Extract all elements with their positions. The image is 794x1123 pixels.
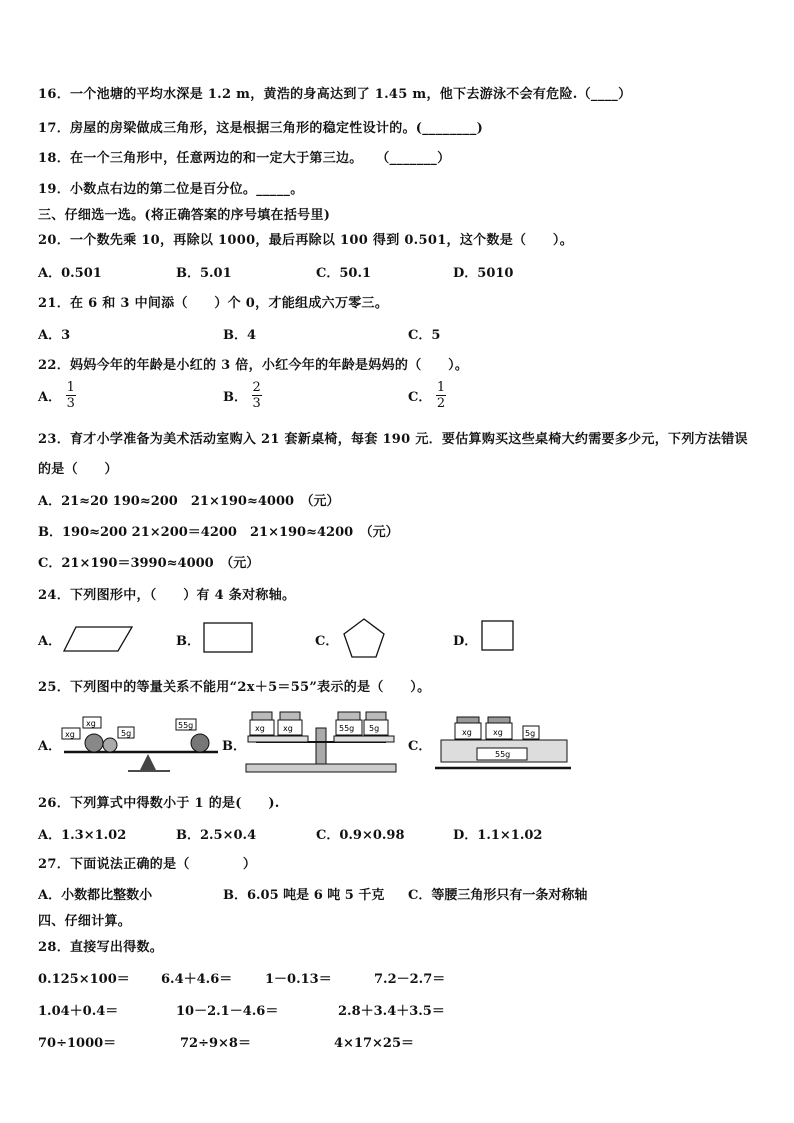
fraction-denominator: 3: [252, 396, 261, 411]
q24-option-d-label: D．: [453, 634, 478, 649]
calc-item: 6.4＋4.6＝: [161, 972, 233, 987]
calc-item: 4×17×25＝: [334, 1036, 415, 1051]
question-20-stem: 20．一个数先乘 10，再除以 1000，最后再除以 100 得到 0.501，这个数是（ ）。: [38, 233, 574, 248]
fraction-denominator: 2: [436, 396, 446, 411]
q27-option-a: A．小数都比整数小: [38, 888, 153, 903]
calc-item: 1－0.13＝: [265, 972, 332, 987]
weight-label: xg: [462, 728, 472, 737]
question-18: 18．在一个三角形中，任意两边的和一定大于第三边。 （_______）: [38, 151, 451, 166]
weight-label: xg: [493, 728, 503, 737]
weight-label: xg: [283, 724, 293, 733]
scale-reading-label: 55g: [495, 750, 511, 759]
q22-option-a-label: A．: [38, 390, 62, 405]
pentagon-figure: [341, 617, 387, 663]
weight-label: 5g: [525, 729, 536, 738]
calc-item: 1.04＋0.4＝: [38, 1004, 119, 1019]
q26-option-c: C．0.9×0.98: [316, 828, 405, 843]
q22-option-c: [408, 380, 446, 411]
weight-label: 5g: [369, 724, 380, 733]
question-28-stem: 28．直接写出得数。: [38, 940, 164, 955]
q22-option-c-fraction: [436, 380, 446, 411]
q22-option-b-fraction: [252, 380, 262, 411]
q20-option-c: C．50.1: [316, 266, 372, 281]
q22-option-c-label: C．: [408, 390, 432, 405]
section-4-heading: 四、仔细计算。: [38, 914, 132, 929]
q22-option-a: [38, 380, 76, 411]
scale-figure: [433, 710, 573, 778]
question-17: 17．房屋的房梁做成三角形，这是根据三角形的稳定性设计的。(________): [38, 121, 484, 136]
pan-balance-figure: [242, 706, 400, 778]
q23-option-a: A．21≈20 190≈200 21×190≈4000 （元）: [38, 494, 340, 509]
calc-item: 0.125×100＝: [38, 972, 130, 987]
q24-option-a-label: A．: [38, 634, 62, 649]
question-27-stem: 27．下面说法正确的是（ ）: [38, 857, 257, 872]
q25-option-b-label: B．: [222, 739, 246, 754]
q20-option-d: D．5010: [453, 266, 514, 281]
question-21-stem: 21．在 6 和 3 中间添（ ）个 0，才能组成六万零三。: [38, 296, 389, 311]
question-23-stem-line1: 23．育才小学准备为美术活动室购入 21 套新桌椅，每套 190 元．要估算购买这些桌椅大约需要多少元，下列方法错误: [38, 432, 748, 447]
q21-option-c: C．5: [408, 328, 441, 343]
calc-item: 2.8＋3.4＋3.5＝: [338, 1004, 445, 1019]
calc-item: 70÷1000＝: [38, 1036, 117, 1051]
q25-option-c-label: C．: [408, 739, 432, 754]
q23-option-b: B．190≈200 21×200＝4200 21×190≈4200 （元）: [38, 525, 399, 540]
question-19: 19．小数点右边的第二位是百分位。_____。: [38, 182, 304, 197]
q26-option-a: A．1.3×1.02: [38, 828, 127, 843]
calc-item: 7.2－2.7＝: [374, 972, 446, 987]
weight-label: xg: [255, 724, 265, 733]
q21-option-b: B．4: [223, 328, 257, 343]
weight-label: 55g: [339, 724, 355, 733]
q22-option-a-fraction: [66, 380, 76, 411]
fraction-numerator: 1: [66, 380, 75, 395]
fraction-numerator: 2: [252, 380, 261, 395]
parallelogram-figure: [62, 624, 134, 658]
q20-option-b: B．5.01: [176, 266, 232, 281]
weight-label: 55g: [178, 721, 194, 730]
lever-balance-figure: [58, 712, 223, 778]
question-22-stem: 22．妈妈今年的年龄是小红的 3 倍，小红今年的年龄是妈妈的（ ）。: [38, 358, 469, 373]
question-26-stem: 26．下列算式中得数小于 1 的是( ).: [38, 796, 280, 811]
weight-label: xg: [86, 719, 96, 728]
rectangle-figure: [202, 621, 256, 659]
fraction-numerator: 1: [436, 380, 446, 395]
question-16: 16．一个池塘的平均水深是 1.2 m，黄浩的身高达到了 1.45 m，他下去游泳不会有危险.（____）: [38, 87, 632, 102]
q27-option-b: B．6.05 吨是 6 吨 5 千克: [223, 888, 385, 903]
q26-option-b: B．2.5×0.4: [176, 828, 257, 843]
calc-item: 10－2.1－4.6＝: [176, 1004, 279, 1019]
q25-option-a-label: A．: [38, 739, 62, 754]
q27-option-c: C．等腰三角形只有一条对称轴: [408, 888, 588, 903]
q20-option-a: A．0.501: [38, 266, 102, 281]
q24-option-b-label: B．: [176, 634, 200, 649]
q21-option-a: A．3: [38, 328, 71, 343]
weight-label: xg: [65, 730, 75, 739]
fraction-denominator: 3: [66, 396, 75, 411]
question-23-stem-line2: 的是（ ）: [38, 462, 118, 477]
q23-option-c: C．21×190＝3990≈4000 （元）: [38, 556, 260, 571]
q22-option-b: [223, 380, 262, 411]
square-figure: [480, 619, 516, 657]
calc-item: 72÷9×8＝: [180, 1036, 251, 1051]
section-3-heading: 三、仔细选一选。(将正确答案的序号填在括号里): [38, 208, 331, 223]
question-25-stem: 25．下列图中的等量关系不能用“2x＋5＝55”表示的是（ ）。: [38, 680, 431, 695]
q24-option-c-label: C．: [315, 634, 339, 649]
question-24-stem: 24．下列图形中，（ ）有 4 条对称轴。: [38, 588, 296, 603]
weight-label: 5g: [121, 729, 132, 738]
q26-option-d: D．1.1×1.02: [453, 828, 543, 843]
q22-option-b-label: B．: [223, 390, 247, 405]
